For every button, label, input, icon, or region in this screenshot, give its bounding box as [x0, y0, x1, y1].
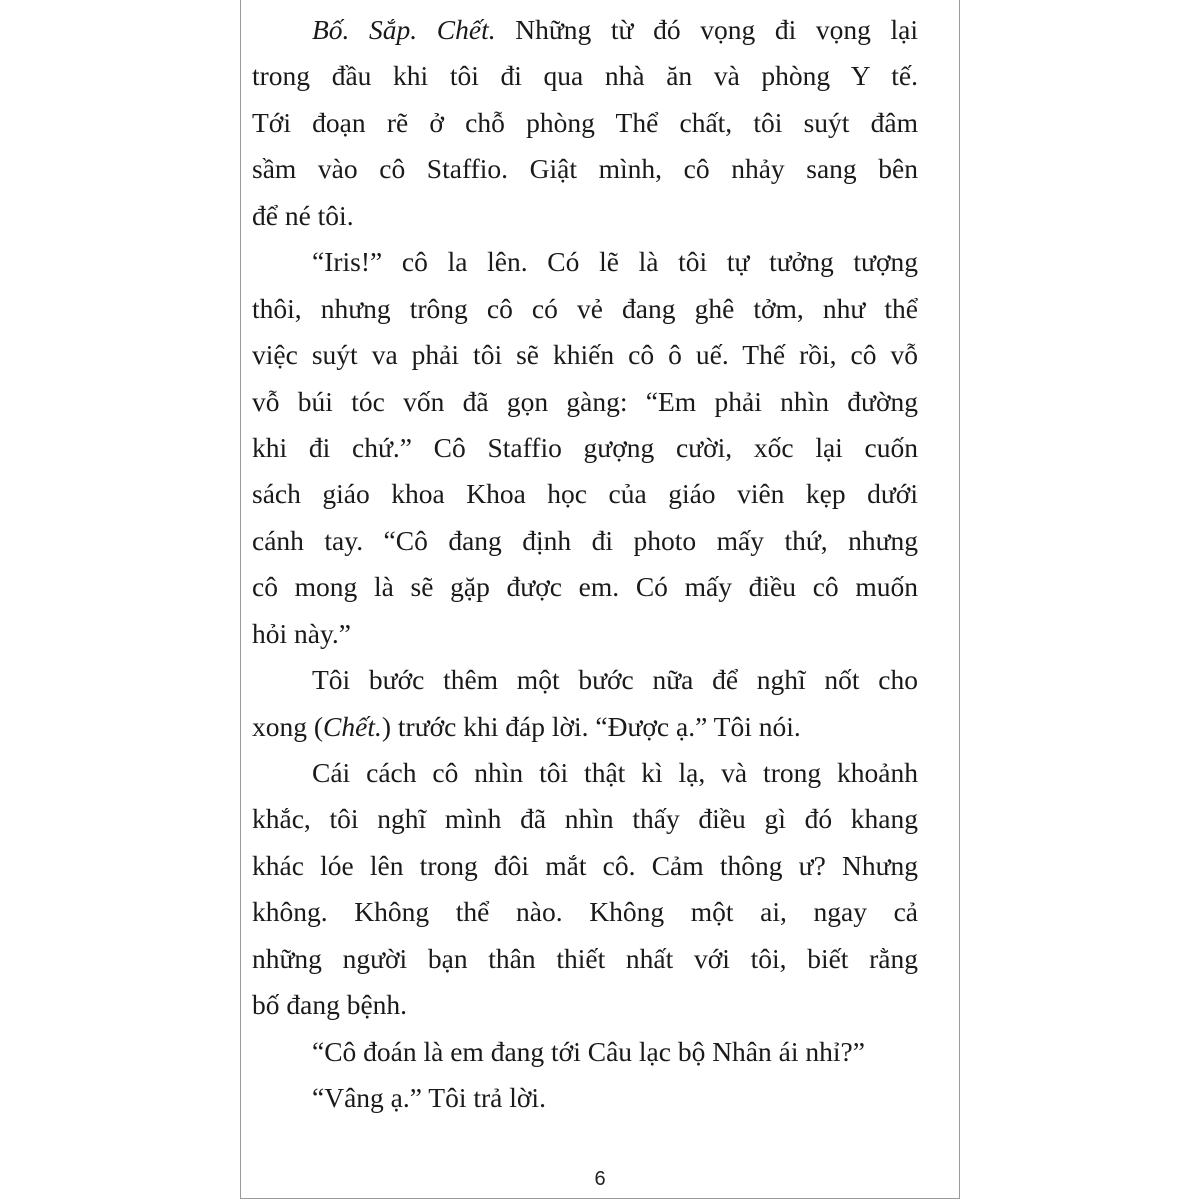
text-line: sầm vào cô Staffio. Giật mình, cô nhảy sang bên — [252, 153, 918, 185]
text-line: “Cô đoán là em đang tới Câu lạc bộ Nhân ái nhỉ?” — [312, 1035, 865, 1067]
italic-phrase: Bố. Sắp. Chết. — [312, 14, 496, 45]
page-body-text — [252, 7, 918, 1122]
text-line: Cái cách cô nhìn tôi thật kì lạ, và trong khoảnh — [312, 757, 918, 788]
text-line: “Iris!” cô la lên. Có lẽ là tôi tự tưởng tượng — [312, 246, 918, 278]
text-line: cánh tay. “Cô đang định đi photo mấy thứ, nhưng — [252, 524, 918, 556]
text-line: Tôi bước thêm một bước nữa để nghĩ nốt cho — [312, 664, 918, 696]
text-line: thôi, nhưng trông cô có vẻ đang ghê tởm, như thể — [252, 292, 918, 324]
text-line: khắc, tôi nghĩ mình đã nhìn thấy điều gì đó khang — [252, 803, 918, 835]
italic-phrase: Chết. — [323, 710, 382, 742]
text-line: việc suýt va phải tôi sẽ khiến cô ô uế. Thế rồi, cô vỗ — [252, 339, 918, 371]
text-line: khi đi chứ.” Cô Staffio gượng cười, xốc lại cuốn — [252, 431, 918, 463]
text-line: hỏi này.” — [252, 617, 352, 649]
text-line: khác lóe lên trong đôi mắt cô. Cảm thông ư? Nhưng — [252, 849, 918, 881]
text-line — [252, 704, 918, 750]
text-line: vỗ búi tóc vốn đã gọn gàng: “Em phải nhìn đường — [252, 385, 918, 417]
text-line: trong đầu khi tôi đi qua nhà ăn và phòng Y tế. — [252, 60, 918, 92]
text-line: bố đang bệnh. — [252, 989, 408, 1021]
text-span: ) trước khi đáp lời. “Được ạ.” Tôi nói. — [381, 710, 801, 742]
text-line: “Vâng ạ.” Tôi trả lời. — [312, 1082, 546, 1114]
text-span: xong ( — [252, 710, 324, 742]
text-line: để né tôi. — [252, 199, 354, 231]
text-line: những người bạn thân thiết nhất với tôi, biết rằng — [252, 942, 918, 974]
text-line: sách giáo khoa Khoa học của giáo viên kẹp dưới — [252, 478, 918, 510]
text-span: Những từ đó vọng đi vọng lại — [495, 14, 919, 45]
text-line: cô mong là sẽ gặp được em. Có mấy điều cô muốn — [252, 571, 918, 603]
text-line: không. Không thể nào. Không một ai, ngay cả — [252, 896, 918, 928]
text-line: Tới đoạn rẽ ở chỗ phòng Thể chất, tôi suýt đâm — [252, 106, 918, 138]
page-number: 6 — [594, 1168, 606, 1190]
text-line — [252, 7, 918, 53]
